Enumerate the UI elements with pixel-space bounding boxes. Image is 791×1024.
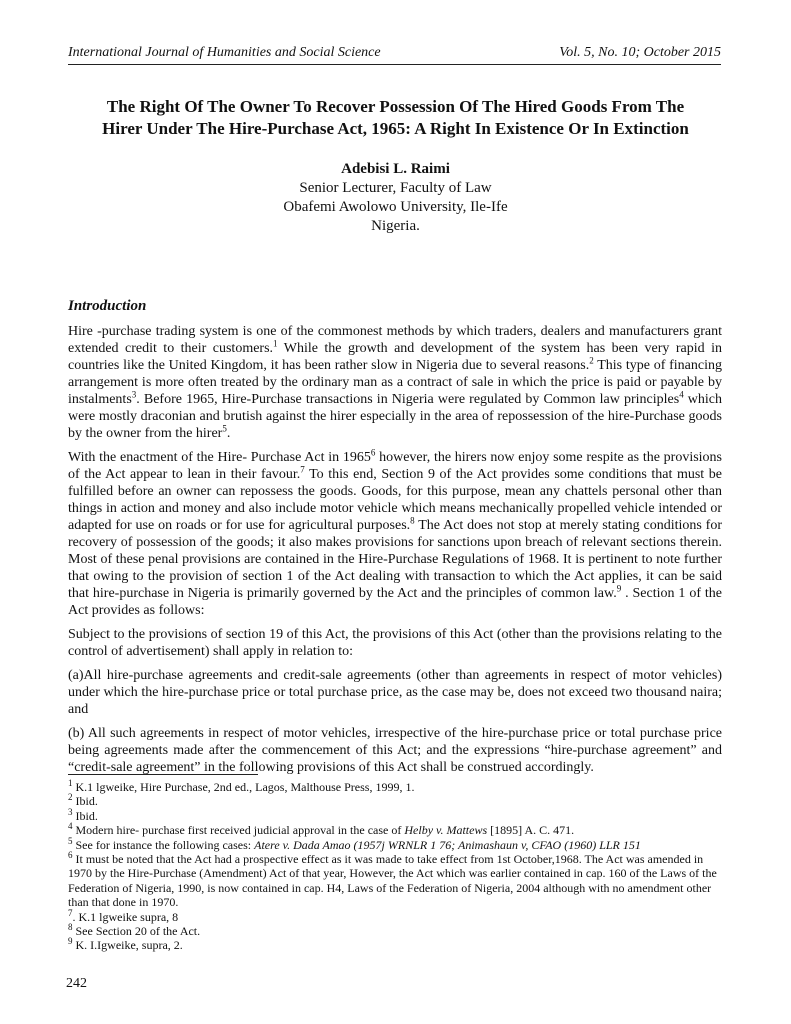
- footnote-number: 4: [68, 821, 73, 832]
- footnote-number: 1: [68, 778, 73, 788]
- journal-name: International Journal of Humanities and Social Science: [68, 45, 381, 60]
- footnote-text: Ibid.: [72, 794, 98, 809]
- footnotes: [68, 780, 722, 953]
- footnote-ref[interactable]: 6: [370, 447, 376, 458]
- text-run: Hire -purchase trading system is one of the commonest methods by which traders, dealers and manufacturers grant extended credit to their customers.: [68, 324, 722, 356]
- text-run: however, the hirers now enjoy some respite as the provisions of the Act appear to lean in their favour.: [68, 450, 722, 482]
- section-heading: Introduction: [68, 298, 147, 314]
- author-institution: Obafemi Awolowo University, Ile-Ife: [283, 199, 508, 215]
- footnote-text: . K.1 lgweike supra, 8: [72, 909, 179, 924]
- footnote-text: See for instance the following cases:: [72, 837, 255, 852]
- text-run: . Section 1 of the Act provides as follows:: [68, 586, 722, 618]
- title-line-2: Hirer Under The Hire-Purchase Act, 1965: A Right In Existence Or In Extinction: [102, 119, 689, 138]
- volume-issue: Vol. 5, No. 10; October 2015: [559, 45, 721, 60]
- footnote-number: 6: [68, 850, 73, 861]
- text-run: With the enactment of the Hire- Purchase Act in 1965: [68, 450, 371, 465]
- paragraph: [68, 323, 722, 442]
- footnote-ref[interactable]: 2: [589, 355, 594, 366]
- footnote: [68, 823, 722, 837]
- footnote-number: 5: [68, 835, 73, 846]
- text-run: While the growth and development of the system has been very rapid in countries like the United Kingdom, it has been rather slow in Nigeria due to several reasons.: [68, 341, 722, 373]
- running-header: [68, 45, 721, 65]
- footnote: [68, 806, 722, 823]
- footnote-number: 2: [68, 792, 73, 803]
- footnote: [68, 907, 722, 924]
- article-title: [60, 96, 731, 140]
- text-run: .: [226, 426, 231, 441]
- paragraph: [68, 449, 722, 619]
- author-name: Adebisi L. Raimi: [341, 161, 450, 177]
- text-run: The Act does not stop at merely stating conditions for recovery of possession of the goods; it also makes provisions for sanctions upon breach of relevant sections therein. Most of these penal provisions are contained in the Hire-Purchase Regulations of 1968. It is pertinent to note further that owing to the provision of section 1 of the Act dealing with transaction to which the Act applies, it can be said that hire-purchase in Nigeria is primarily governed by the Act and the principles of common law.: [68, 518, 722, 601]
- footnote-ref[interactable]: 5: [222, 423, 227, 434]
- text-run: . Before 1965, Hire-Purchase transactions in Nigeria were regulated by Common law principles: [136, 392, 680, 407]
- footnote-ref[interactable]: 8: [410, 515, 415, 526]
- text-run: This type of financing arrangement is more often treated by the ordinary man as a contract of sale in which the price is paid or payable by instalments: [68, 358, 722, 407]
- paragraph: Subject to the provisions of section 19 of this Act, the provisions of this Act (other than the provisions relating to the control of advertisement) shall apply in relation to:: [68, 627, 722, 659]
- footnote-text: Ibid.: [72, 808, 98, 823]
- footnote-text: K. I.Igweike, supra, 2.: [72, 938, 183, 953]
- footnote-text: It must be noted that the Act had a prospective effect as it was made to take effect from 1st October,1968. The Act was amended in 1970 by the Hire-Purchase (Amendment) Act of that year, However, the Act which was earlier contained in cap. 160 of the Laws of the Federation of Nigeria, 1990, is now contained in cap. H4, Laws of the Federation of Nigeria, 2004 although with no amendment other than that done in 1970.: [68, 852, 717, 910]
- footnote: [68, 938, 722, 952]
- footnote: [68, 780, 722, 794]
- footnote-ref[interactable]: 4: [679, 389, 684, 400]
- footnote-ref[interactable]: 9: [616, 583, 622, 594]
- footnote: [68, 924, 722, 938]
- footnote-divider: [68, 774, 258, 775]
- body-text: [68, 323, 722, 783]
- footnote-text: [1895] A. C. 471.: [487, 823, 575, 838]
- footnote-text: See Section 20 of the Act.: [72, 924, 201, 939]
- footnote: [68, 852, 722, 910]
- footnote-text: K.1 lgweike, Hire Purchase, 2nd ed., Lagos, Malthouse Press, 1999, 1.: [72, 780, 415, 794]
- footnote-number: 9: [68, 936, 73, 947]
- case-citation: Helby v. Mattews: [404, 823, 488, 838]
- paragraph: (a)All hire-purchase agreements and credit-sale agreements (other than agreements in respect of motor vehicles) under which the hire-purchase price or total purchase price, as the case may be, does not exceed two thousand naira; and: [68, 668, 722, 717]
- case-citation: Atere v. Dada Amao (1957j WRNLR 1 76; Animashaun v, CFAO (1960) LLR 151: [254, 837, 641, 852]
- footnote-ref[interactable]: 3: [131, 389, 137, 400]
- paragraph: (b) All such agreements in respect of motor vehicles, irrespective of the hire-purchase price or total purchase price being agreements made after the commencement of this Act; and the expressions “hire-purchase agreement” and “credit-sale agreement” in the following provisions of this Act shall be construed accordingly.: [68, 726, 722, 775]
- footnote: [68, 794, 722, 808]
- footnote-number: 3: [68, 806, 73, 817]
- footnote: [68, 835, 722, 852]
- footnote-ref[interactable]: 1: [273, 338, 278, 349]
- author-country: Nigeria.: [371, 218, 420, 234]
- page-number: 242: [66, 976, 87, 991]
- footnote-number: 7: [68, 907, 73, 918]
- title-line-1: The Right Of The Owner To Recover Possession Of The Hired Goods From The: [106, 97, 685, 116]
- author-block: [0, 160, 791, 236]
- footnote-text: Modern hire- purchase first received judicial approval in the case of: [72, 823, 405, 838]
- footnote-ref[interactable]: 7: [300, 464, 305, 475]
- author-position: Senior Lecturer, Faculty of Law: [299, 180, 492, 196]
- footnote-number: 8: [68, 922, 73, 933]
- text-run: To this end, Section 9 of the Act provides some conditions that must be fulfilled before an owner can repossess the goods. Goods, for this purpose, mean any chattels personal other than things in action and money and also include motor vehicle which means mechanically propelled vehicle intended or adapted for use on roads or for use for agricultural purposes.: [68, 467, 722, 533]
- text-run: which were mostly draconian and brutish against the hirer especially in the area of repossession of the hire-Purchase goods by the owner from the hirer: [68, 392, 722, 441]
